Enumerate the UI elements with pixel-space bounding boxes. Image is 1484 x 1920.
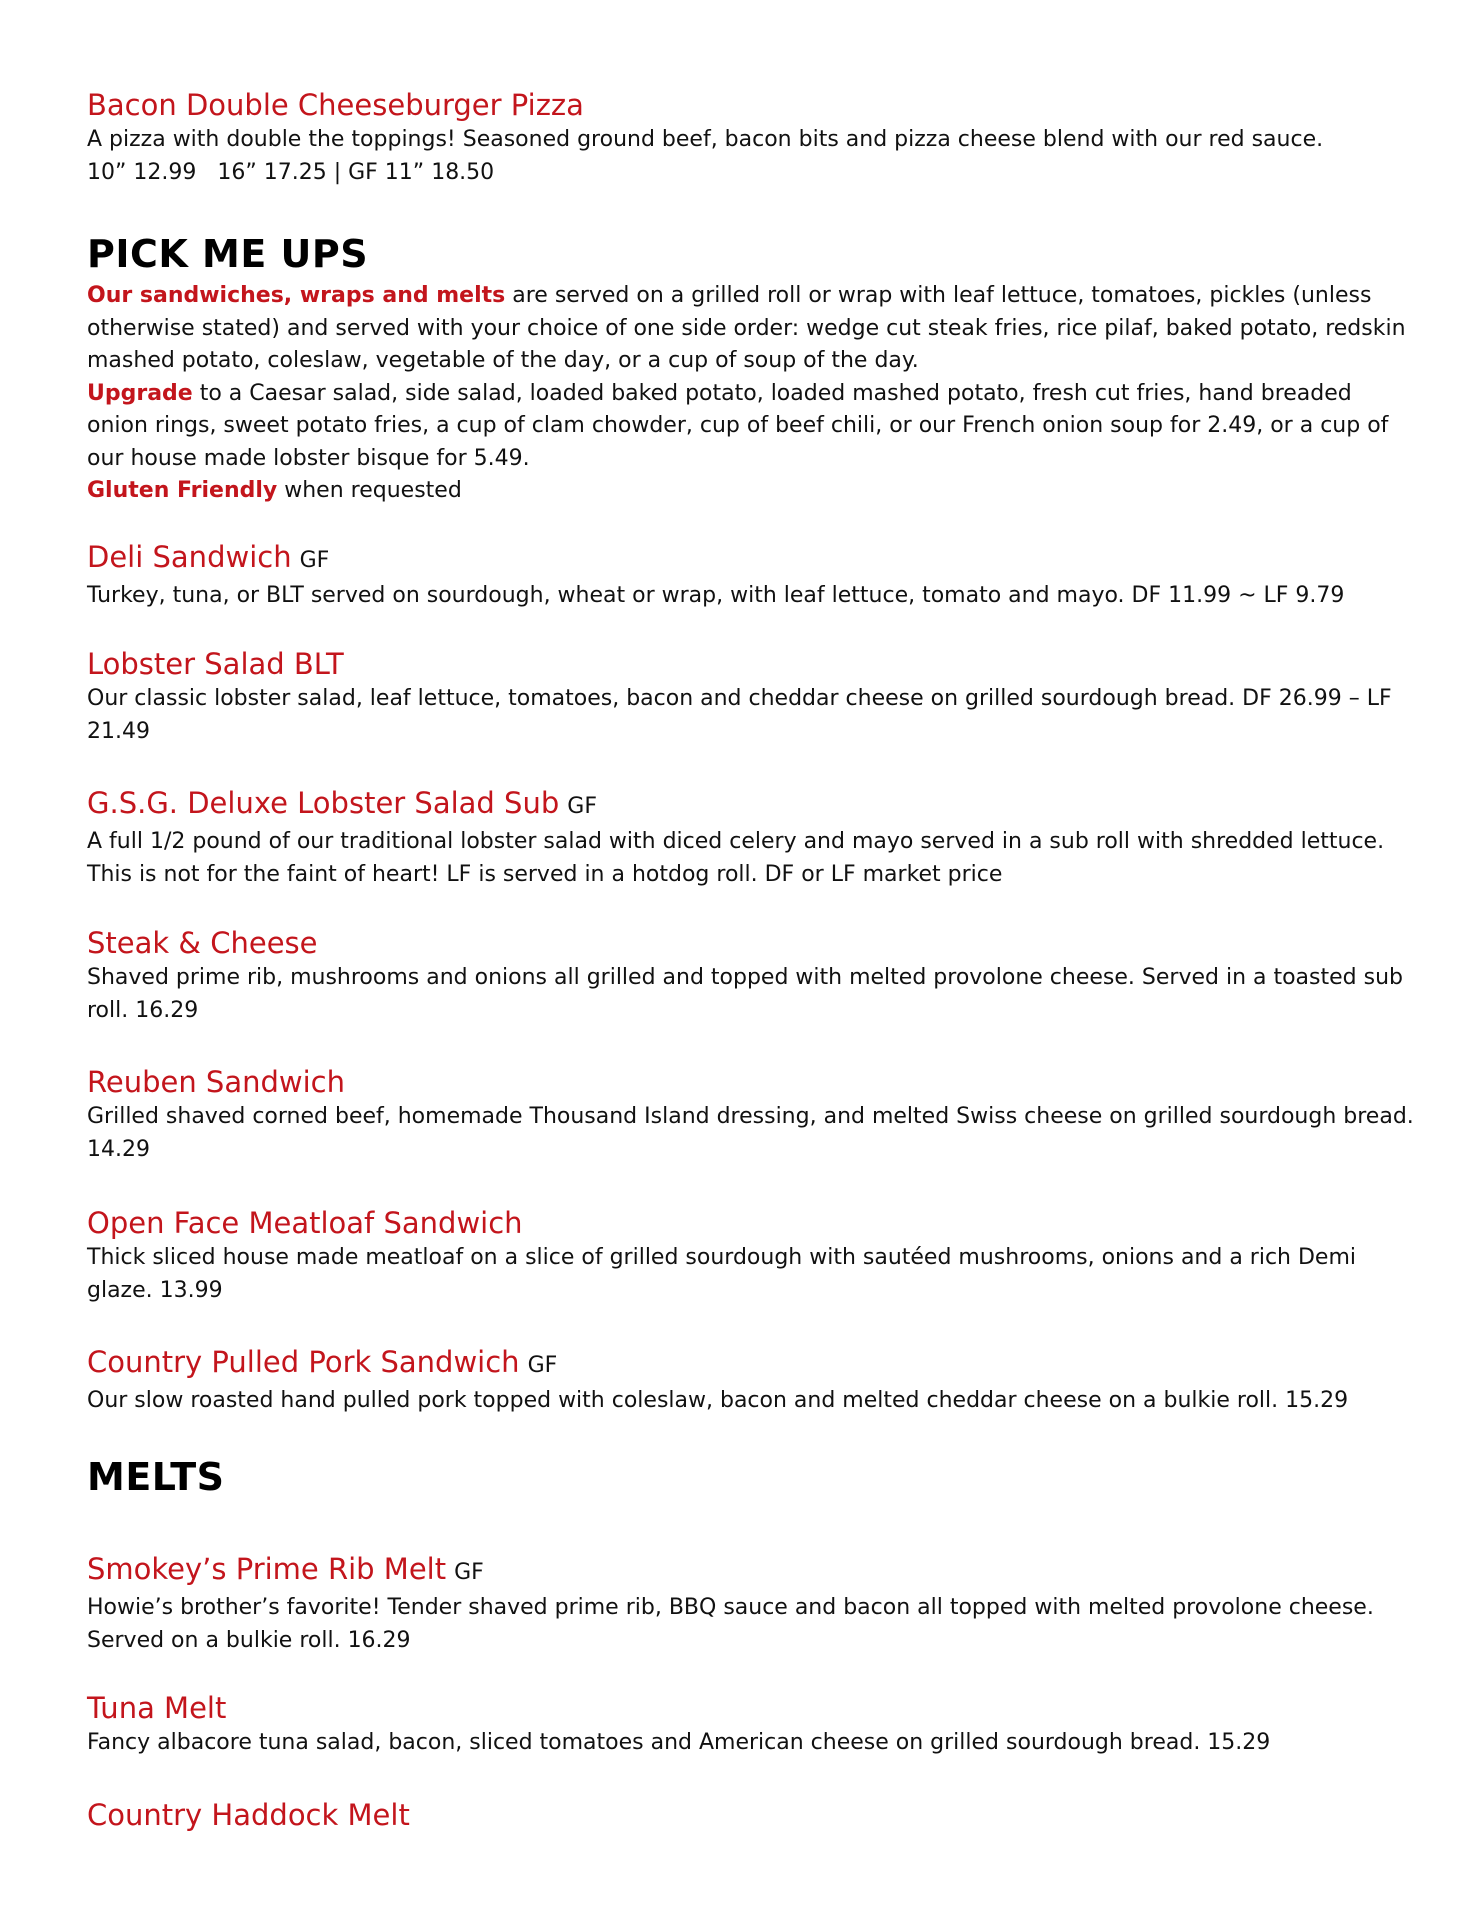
menu-item-lobster-salad-blt [87,645,1417,748]
menu-item-open-face-meatloaf-sandwich [87,1204,1417,1307]
intro-text: are served on a grilled roll or wrap with leaf lettuce, tomatoes, pickles (unless otherwise stated) and served with your choice of one side order: wedge cut steak fries, rice pilaf, baked potato, redskin mashed potato, coleslaw, vegetable of the day, or a cup of soup of the day. [87,283,1406,373]
item-title [87,924,1417,962]
item-description: Shaved prime rib, mushrooms and onions all grilled and topped with melted provolone cheese. Served in a toasted sub roll. 16.29 [87,965,1403,1023]
intro-upgrade [87,378,1417,476]
menu-item-reuben-sandwich [87,1063,1417,1166]
intro-text: when requested [277,478,462,503]
gf-tag: GF [567,794,597,819]
item-title [87,1343,1417,1385]
item-title [87,1550,1417,1592]
item-name: Deli Sandwich [87,540,292,574]
item-title [87,1063,1417,1101]
section-intro [87,280,1417,508]
item-name: Smokey’s Prime Rib Melt [87,1552,447,1586]
item-description: Our classic lobster salad, leaf lettuce, tomatoes, bacon and cheddar cheese on grilled sourdough bread. DF 26.99 – LF 21.49 [87,686,1392,744]
item-title [87,1796,1417,1834]
item-description: Grilled shaved corned beef, homemade Thousand Island dressing, and melted Swiss cheese on grilled sourdough bread. 14.29 [87,1104,1414,1162]
item-title [87,784,1417,826]
item-description: Our slow roasted hand pulled pork topped with coleslaw, bacon and melted cheddar cheese on a bulkie roll. 15.29 [87,1388,1349,1413]
intro-lead: Gluten Friendly [87,478,278,503]
section-heading-melts: MELTS [87,1455,225,1499]
item-prices: 10” 12.99 16” 17.25 | GF 11” 18.50 [87,159,495,185]
item-title [87,1204,1417,1242]
menu-item-country-pulled-pork-sandwich [87,1343,1417,1418]
section-heading-pick-me-ups: PICK ME UPS [87,232,369,276]
menu-item-tuna-melt [87,1689,1417,1760]
menu-item-steak-and-cheese [87,924,1417,1027]
menu-item-gsg-deluxe-lobster-salad-sub [87,784,1417,891]
item-name: Country Pulled Pork Sandwich [87,1345,520,1379]
item-name: Reuben Sandwich [87,1065,345,1099]
gf-tag: GF [527,1353,558,1378]
item-title [87,538,1417,580]
intro-text: to a Caesar salad, side salad, loaded baked potato, loaded mashed potato, fresh cut fries, hand breaded onion rings, sweet potato fries, a cup of clam chowder, cup of beef chili, or our French onion soup for 2.49, or a cup of our house made lobster bisque for 5.49. [87,380,1389,471]
item-name: Lobster Salad BLT [87,647,344,681]
menu-item-country-haddock-melt [87,1796,1417,1834]
item-description: Thick sliced house made meatloaf on a slice of grilled sourdough with sautéed mushrooms, onions and a rich Demi glaze. 13.99 [87,1245,1357,1303]
item-description: A pizza with double the toppings! Seasoned ground beef, bacon bits and pizza cheese blend with our red sauce. [87,127,1324,152]
intro-gluten-friendly [87,475,1417,508]
item-name: G.S.G. Deluxe Lobster Salad Sub [87,786,560,820]
item-name: Tuna Melt [87,1691,227,1725]
item-title [87,1689,1417,1727]
item-name: Steak & Cheese [87,926,318,960]
menu-item-bacon-double-cheeseburger-pizza [87,86,1417,189]
item-name: Country Haddock Melt [87,1798,410,1832]
item-description: A full 1/2 pound of our traditional lobster salad with diced celery and mayo served in a sub roll with shredded lettuce. This is not for the faint of heart! LF is served in a hotdog roll. DF or LF market price [87,829,1385,887]
intro-lead: Upgrade [87,380,193,406]
item-description: Howie’s brother’s favorite! Tender shaved prime rib, BBQ sauce and bacon all topped with melted provolone cheese. Served on a bulkie roll. 16.29 [87,1595,1374,1653]
item-name: Open Face Meatloaf Sandwich [87,1206,523,1240]
intro-lead: Our sandwiches, wraps and melts [87,283,506,308]
menu-item-deli-sandwich [87,538,1417,613]
item-description: Turkey, tuna, or BLT served on sourdough, wheat or wrap, with leaf lettuce, tomato and mayo. DF 11.99 ~ LF 9.79 [87,583,1345,608]
gf-tag: GF [299,548,330,573]
item-title [87,645,1417,683]
item-description: Fancy albacore tuna salad, bacon, sliced tomatoes and American cheese on grilled sourdough bread. 15.29 [87,1730,1271,1755]
menu-item-smokeys-prime-rib-melt [87,1550,1417,1657]
intro-sandwiches [87,280,1417,378]
gf-tag: GF [454,1560,484,1585]
item-title: Bacon Double Cheeseburger Pizza [87,88,584,122]
